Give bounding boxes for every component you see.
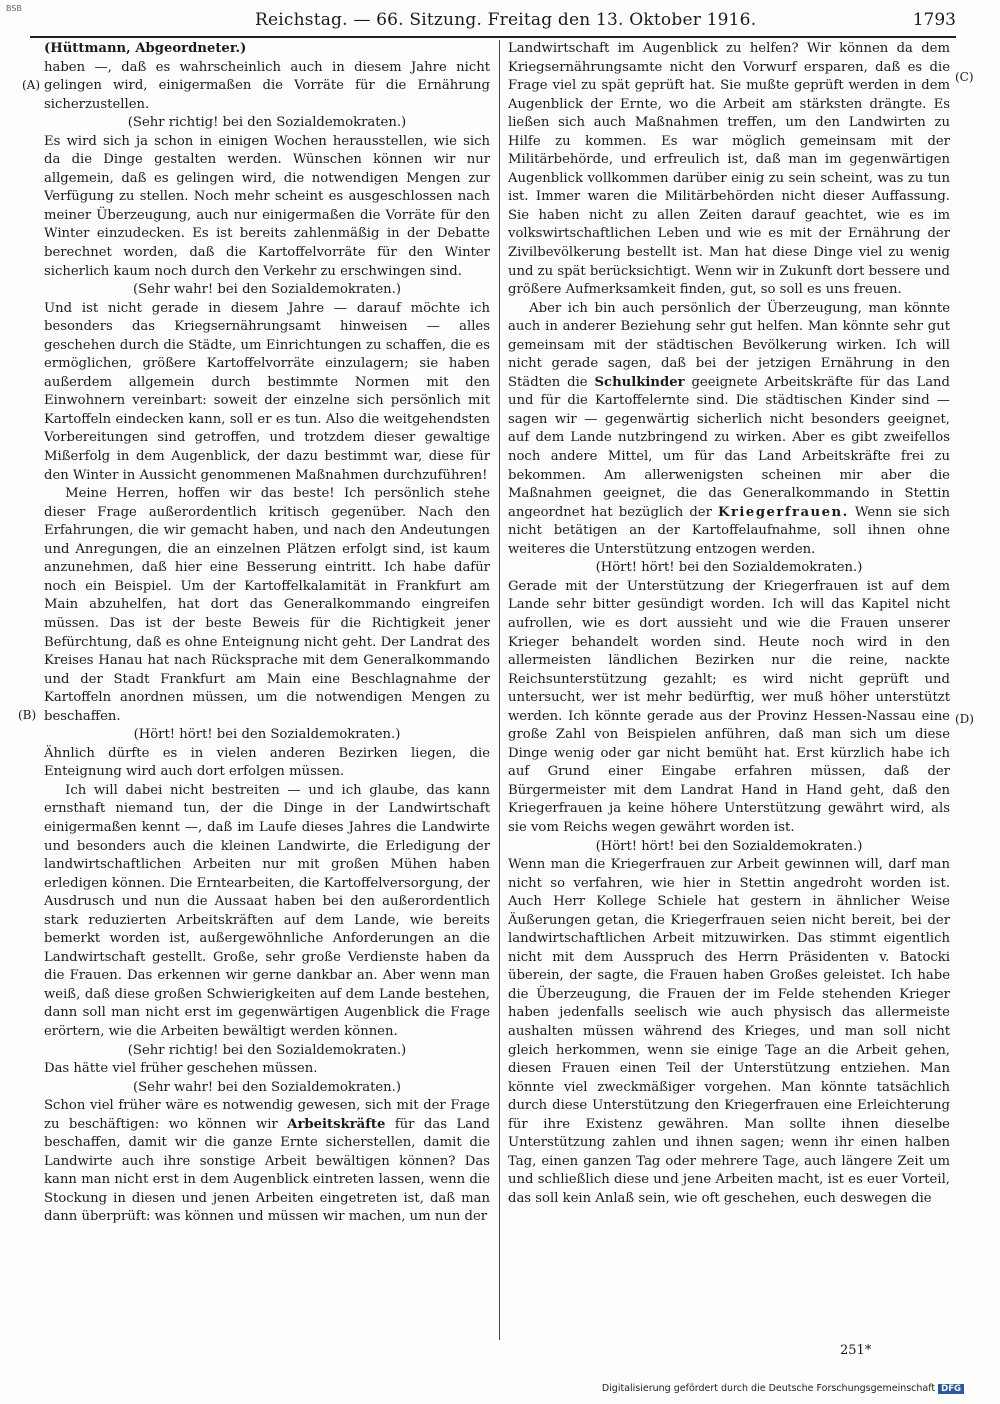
paragraph: Das hätte viel früher geschehen müssen.	[44, 1061, 318, 1077]
interjection: (Sehr wahr! bei den Sozialdemokraten.)	[133, 282, 401, 298]
text-run: Aber ich bin auch persönlich der Überzeugung, man könnte auch in anderer Beziehung sehr gut helfen. Man könnte sehr gut gemeinsam mit der städtischen Bevölkerung wirken. Ich will nicht gerade sagen, daß bei der jetzigen Ernährung in den Städten die	[508, 300, 950, 390]
interjection: (Hört! hört! bei den Sozialdemokraten.)	[133, 727, 401, 743]
paragraph: Meine Herren, hoffen wir das beste! Ich persönlich stehe dieser Frage außerordentlich kritisch gegenüber. Nach den Erfahrungen, die wir gemacht haben, und nach den Andeutungen und Anregungen, die an einzelnen Plätzen erfolgt sind, ist kaum anzunehmen, daß hier eine Besserung eintritt. Ich habe dafür noch ein Beispiel. Um der Kartoffelkalamität in Frankfurt am Main abzuhelfen, hat dort das Generalkommando eingreifen müssen. Das ist der beste Beweis für die Richtigkeit jener Befürchtung, daß es ohne Enteignung nicht geht. Der Landrat des Kreises Hanau hat nach Rücksprache mit dem Generalkommando und der Stadt Frankfurt am Main eine Beschlagnahme der Kartoffeln anordnen müssen, um die notwendigen Mengen zu beschaffen.	[44, 486, 490, 724]
paragraph	[44, 1097, 490, 1227]
speaker-name: (Hüttmann, Abgeordneter.)	[44, 41, 247, 56]
text-run: Wenn sie sich nicht betätigen an der Kartoffelaufnahme, soll ihnen ohne weiteres die Unterstützung entzogen werden.	[508, 504, 950, 557]
page-number: 1793	[912, 10, 956, 30]
emphasis: Kriegerfrauen.	[718, 504, 849, 520]
footer-text: Digitalisierung gefördert durch die Deutsche Forschungsgemeinschaft	[601, 1383, 936, 1394]
library-mark: BSB	[6, 4, 22, 13]
right-column	[508, 40, 950, 1320]
emphasis: Schulkinder	[594, 374, 685, 390]
text-run: geeignete Arbeitskräfte für das Land und für die Kartoffelernte sind. Die städtischen Kinder sind — sagen wir — gegenwärtig sicherlich nicht besonders geeignet, auf dem Lande nutzbringend zu wirken. Aber es gibt zweifellos noch andere Mittel, um für das Land Arbeitskräfte frei zu bekommen. Am allerwenigsten scheinen mir aber die Maßnahmen geeignet, die das Generalkommando in Stettin angeordnet hat bezüglich der	[508, 374, 950, 520]
paragraph: Und ist nicht gerade in diesem Jahre — darauf möchte ich besonders das Kriegsernährungsamt hinweisen — alles geschehen durch die Städte, um Einrichtungen zu schaffen, die es ermöglichen, größere Kartoffelvorräte einzulagern; sie haben außerdem allgemein durch bestimmte Normen mit den Einwohnern vereinbart: soweit der einzelne sich persönlich mit Kartoffeln eindecken kann, soll er es tun. Also die weitgehendsten Vorbereitungen sind getroffen, und trotzdem dieser gewaltige Mißerfolg in dem Augenblick, der dazu bestimmt war, diese für den Winter in Aussicht genommenen Maßnahmen durchzuführen!	[44, 300, 490, 483]
margin-marker-c: (C)	[955, 70, 974, 84]
paragraph: Wenn man die Kriegerfrauen zur Arbeit gewinnen will, darf man nicht so verfahren, wie hier in Stettin angedroht worden ist. Auch Herr Kollege Schiele hat gestern in ähnlicher Weise Äußerungen getan, die Kriegerfrauen seien nicht bereit, bei der landwirtschaftlichen Arbeit mitzuwirken. Das stimmt eigentlich nicht mit dem Ausspruch des Herrn Präsidenten v. Batocki überein, der sagte, die Frauen haben Großes geleistet. Ich habe die Überzeugung, die Frauen der im Felde stehenden Krieger haben jedenfalls seelisch wie auch physisch das allermeiste aushalten müssen während des Krieges, und man soll nicht gleich herkommen, wenn sie einige Tage an die Arbeit gehen, diesen Frauen einen Teil der Unterstützung entziehen. Man könnte viel zweckmäßiger vorgehen. Man könnte tatsächlich durch diese Unterstützung den Kriegerfrauen eine Erleichterung für ihre Existenz gewähren. Man sollte ihnen dieselbe Unterstützung zahlen und ihnen sagen; wenn ihr einen halben Tag, einen ganzen Tag oder mehrere Tage, auch längere Zeit um und schließlich diese und jene Arbeiten macht, ist es euer Vorteil, das soll kein Anlaß sein, wie oft geschehen, euch deswegen die	[508, 857, 950, 1206]
page-header	[30, 6, 956, 38]
margin-marker-b: (B)	[18, 708, 37, 722]
paragraph: haben —, daß es wahrscheinlich auch in diesem Jahre nicht gelingen wird, einigermaßen die Vorräte für die Ernährung sicherzustellen.	[44, 59, 490, 112]
paragraph: Ähnlich dürfte es in vielen anderen Bezirken liegen, die Enteignung wird auch dort erfolgen müssen.	[44, 745, 490, 780]
running-title: Reichstag. — 66. Sitzung. Freitag den 13. Oktober 1916.	[255, 10, 757, 30]
footer-credit	[602, 1383, 964, 1394]
text-run: für das Land beschaffen, damit wir die ganze Ernte sicherstellen, damit die Landwirte auch ihre sonstige Arbeit bewältigen können? Das kann man nicht erst in dem Augenblick eintreten lassen, wenn die Stockung in diesen und jenen Arbeiten eingetreten ist, daß man dann überprüft: was können und müssen wir machen, um nun der	[44, 1116, 490, 1225]
signature-mark: 251*	[840, 1343, 872, 1358]
paragraph: Ich will dabei nicht bestreiten — und ich glaube, das kann ernsthaft niemand tun, der die Dinge in der Landwirtschaft einigermaßen kennt —, daß im Laufe dieses Jahres die Landwirte und besonders auch die kleinen Landwirte, die Erledigung der landwirtschaftlichen Arbeiten nur mit großen Mühen haben erledigen können. Die Erntearbeiten, die Kartoffelversorgung, der Ausdrusch und nun die Aussaat haben bei den außerordentlich stark reduzierten Arbeitskräften auf dem Lande, wie bereits bemerkt worden ist, außergewöhnliche Anforderungen an die Landwirtschaft gestellt. Große, sehr große Verdienste haben da die Frauen. Das erkennen wir gerne dankbar an. Aber wenn man weiß, daß diese großen Schwierigkeiten auf dem Lande bestehen, dann soll man nicht erst im gegenwärtigen Augenblick die Frage erörtern, wie die Arbeiten bewältigt werden können.	[44, 782, 490, 1039]
margin-marker-a: (A)	[22, 78, 41, 92]
paragraph	[508, 300, 950, 560]
paragraph: Es wird sich ja schon in einigen Wochen herausstellen, wie sich da die Dinge gestalten werden. Wünschen können wir nur allgemein, daß es gelingen wird, die notwendigen Mengen zur Verfügung zu stellen. Noch mehr scheint es ausgeschlossen nach meiner Überzeugung, auch nur einigermaßen die Vorräte für den Winter einzudecken. Es ist bereits zahlenmäßig in der Debatte berechnet worden, daß die Kartoffelvorräte für den Winter sicherlich kaum noch durch den Verkehr zu erschwingen sind.	[44, 133, 490, 279]
margin-marker-d: (D)	[955, 712, 974, 726]
interjection: (Hört! hört! bei den Sozialdemokraten.)	[595, 838, 863, 854]
interjection: (Hört! hört! bei den Sozialdemokraten.)	[595, 560, 863, 576]
interjection: (Sehr richtig! bei den Sozialdemokraten.)	[127, 115, 407, 131]
column-divider	[499, 40, 500, 1340]
text-run: Schon viel früher wäre es notwendig gewesen, sich mit der Frage zu beschäftigen: wo können wir	[44, 1098, 490, 1132]
paragraph: Gerade mit der Unterstützung der Kriegerfrauen ist auf dem Lande sehr bitter gesündigt worden. Ich will das Kapitel nicht aufrollen, wie es dort aussieht und wie die Frauen unserer Krieger behandelt worden sind. Heute noch wird in den allermeisten ländlichen Bezirken nur die reine, nackte Reichsunterstützung gezahlt; es wird nicht geprüft und untersucht, wer ist mehr bedürftig, wer muß höher unterstützt werden. Ich könnte gerade aus der Provinz Hessen-Nassau eine große Zahl von Beispielen anführen, daß man sich um diese Dinge wenig oder gar nicht bemüht hat. Erst kürzlich habe ich auf Grund einer Eingabe erfahren müssen, daß der Bürgermeister mit dem Landrat Hand in Hand geht, daß den Kriegerfrauen ja keine höhere Unterstützung gewährt wird, als sie vom Reichs wegen gewährt worden ist.	[508, 578, 950, 835]
dfg-logo: DFG	[938, 1384, 964, 1394]
paragraph: Landwirtschaft im Augenblick zu helfen? Wir können da dem Kriegsernährungsamte nicht den Vorwurf ersparen, daß es die Frage viel zu spät geprüft hat. Sie mußte geprüft werden in dem Augenblick der Ernte, wo die Arbeit am stärksten drängte. Es ließen sich auch Maßnahmen treffen, um den Landwirten zu Hilfe zu kommen. Es war möglich gemeinsam mit der Militärbehörde, und erfreulich ist, daß man im gegenwärtigen Augenblick vollkommen darüber einig zu sein scheint, was zu tun ist. Immer waren die Militärbehörden nicht dieser Auffassung. Sie haben nicht zu allen Zeiten darauf geachtet, wie es im volkswirtschaftlichen Leben und wie es mit der Ernährung der Zivilbevölkerung bestellt ist. Man hat diese Dinge viel zu wenig und zu spät berücksichtigt. Wenn wir in Zukunft dort bessere und größere Aufmerksamkeit finden, gut, so soll es uns freuen.	[508, 41, 950, 298]
emphasis: Arbeitskräfte	[287, 1116, 386, 1132]
left-column	[44, 40, 490, 1320]
interjection: (Sehr richtig! bei den Sozialdemokraten.)	[127, 1042, 407, 1058]
interjection: (Sehr wahr! bei den Sozialdemokraten.)	[133, 1079, 401, 1095]
